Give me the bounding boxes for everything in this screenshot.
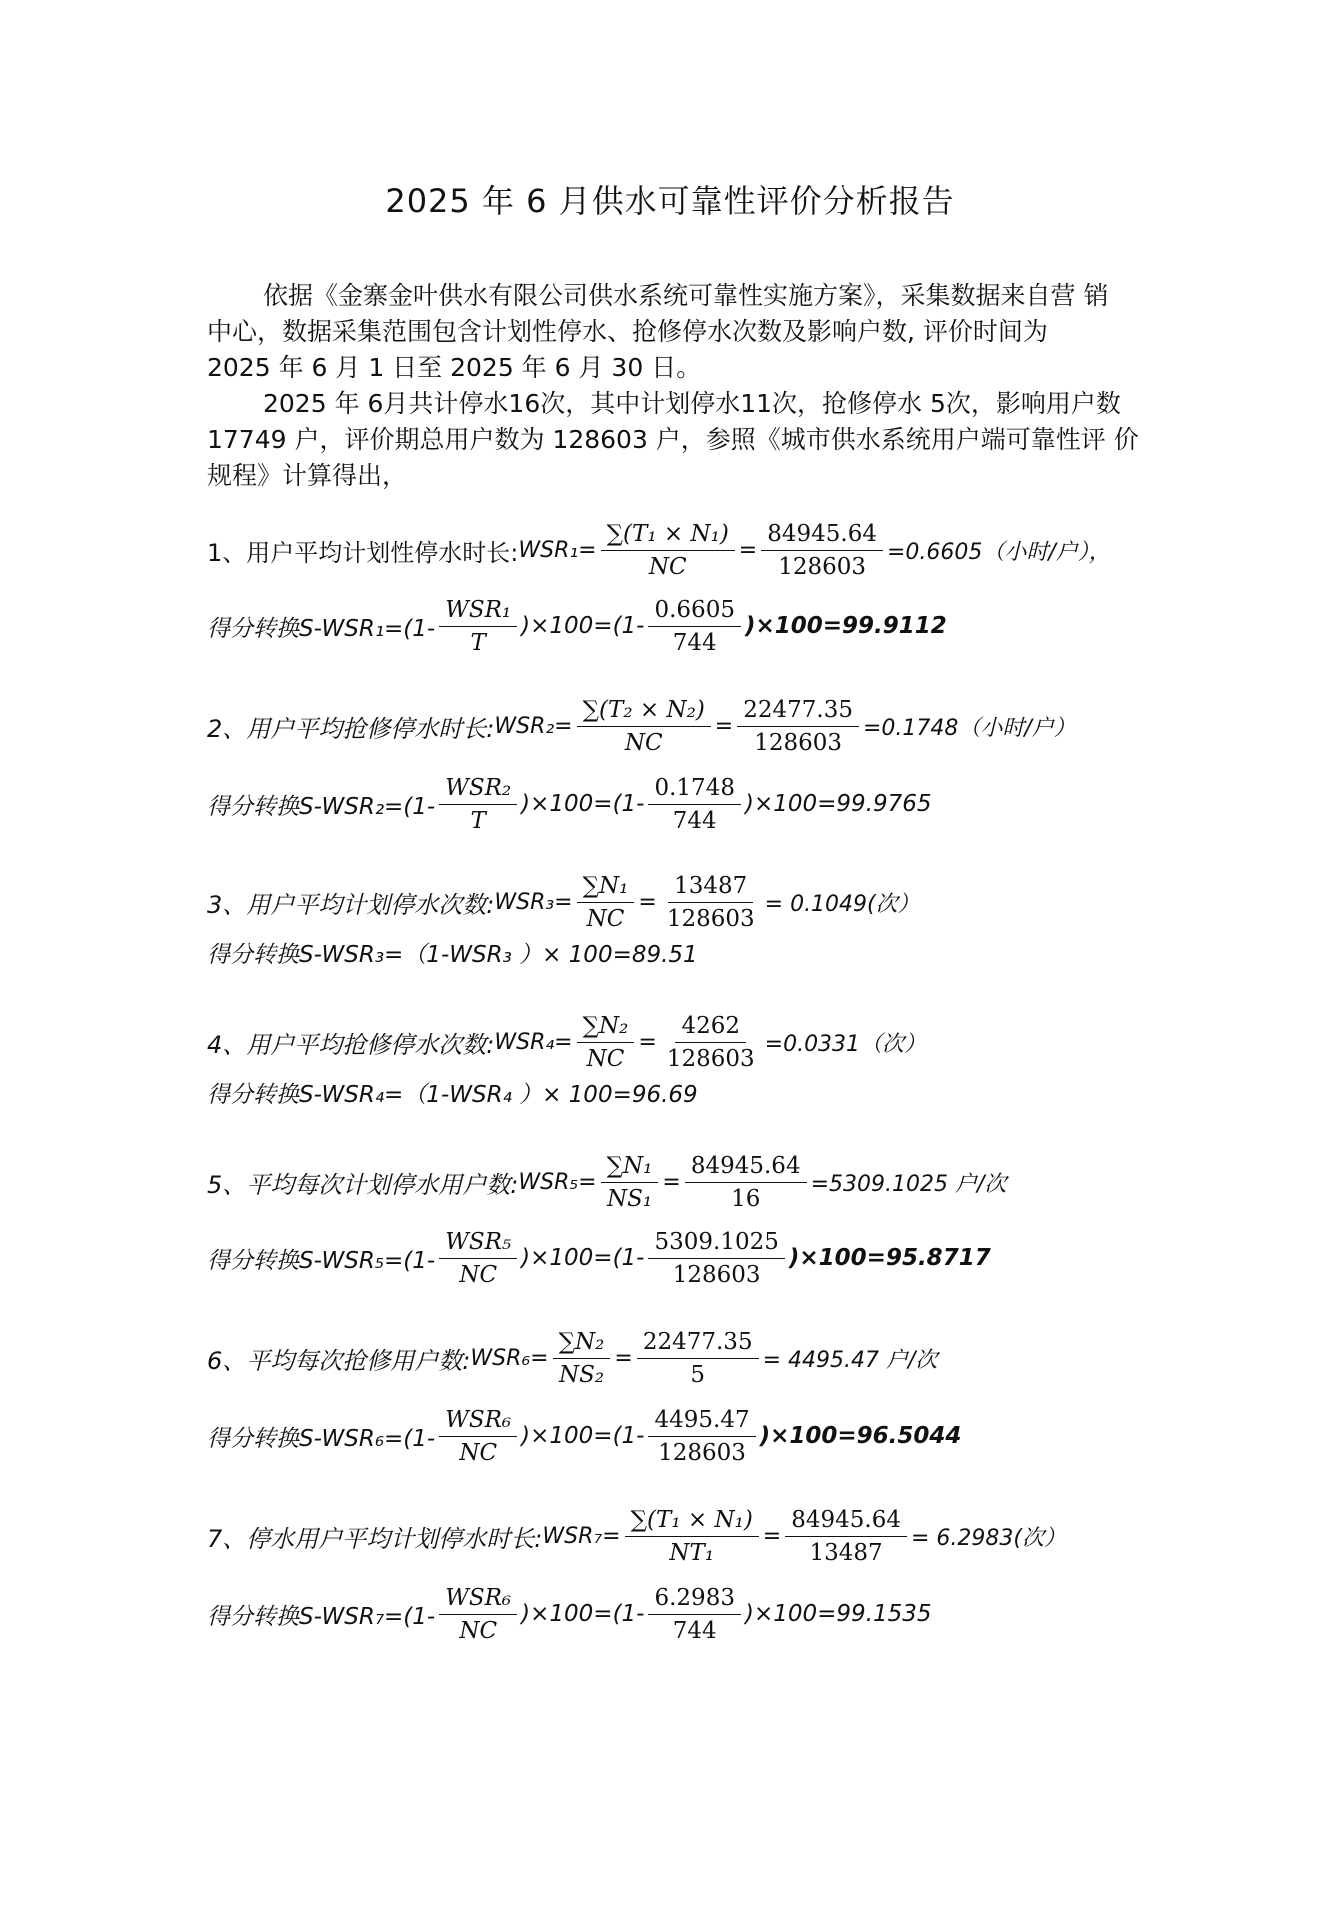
fraction-numerator: ∑N₁ <box>577 872 635 903</box>
formula-row-1 <box>207 510 1111 590</box>
score-fraction <box>648 1406 755 1467</box>
fraction-denominator: NC <box>624 729 663 756</box>
formula-fraction <box>761 520 883 581</box>
fraction-numerator: ∑N₁ <box>601 1152 659 1183</box>
score-fraction <box>439 1406 517 1467</box>
fraction-numerator: 5309.1025 <box>648 1228 784 1259</box>
score-fraction <box>648 1584 740 1645</box>
formula-lhs: WSR₃= <box>494 889 573 915</box>
formula-label: 5、平均每次计划停水用户数: <box>207 1170 519 1199</box>
fraction-numerator: 6.2983 <box>648 1584 740 1615</box>
formula-result: = 4495.47 户/次 <box>762 1347 938 1373</box>
score-fraction <box>648 1228 784 1289</box>
score-prefix: 得分转换S-WSR₅=(1- <box>207 1247 436 1274</box>
score-mid: )×100=(1- <box>521 1601 645 1627</box>
fraction-numerator: 22477.35 <box>737 696 859 727</box>
fraction-numerator: WSR₅ <box>439 1228 517 1259</box>
score-mid: )×100=(1- <box>521 613 645 639</box>
equals-sign: = <box>662 1169 681 1195</box>
formula-lhs: WSR₅= <box>518 1169 597 1195</box>
score-row-1 <box>207 586 947 666</box>
text-line: 规程》计算得出， <box>207 461 408 490</box>
formula-result: =0.6605（小时/户）， <box>886 539 1111 565</box>
formula-result: =0.1748（小时/户） <box>862 715 1076 741</box>
fraction-denominator: 128603 <box>666 1045 755 1072</box>
formula-result: =0.0331（次） <box>764 1031 927 1057</box>
fraction-numerator: 4495.47 <box>648 1406 755 1437</box>
fraction-numerator: ∑(T₂ × N₂) <box>577 696 711 727</box>
score-line: 得分转换S-WSR₃=（1-WSR₃ ）× 100=89.51 <box>207 941 698 968</box>
fraction-numerator: WSR₆ <box>439 1584 517 1615</box>
score-prefix: 得分转换S-WSR₇=(1- <box>207 1603 436 1630</box>
formula-result: = 0.1049(次） <box>764 891 920 917</box>
formula-fraction <box>601 520 735 581</box>
fraction-denominator: NC <box>459 1439 498 1466</box>
formula-fraction <box>577 696 711 757</box>
formula-lhs: WSR₁= <box>518 537 597 563</box>
text-line: 17749 户，评价期总用户数为 128603 户，参照《城市供水系统用户端可靠性评 价 <box>207 425 1139 454</box>
fraction-numerator: ∑(T₁ × N₁) <box>601 520 735 551</box>
score-row-7 <box>207 1574 932 1654</box>
formula-fraction <box>625 1506 759 1567</box>
fraction-denominator: 128603 <box>778 553 867 580</box>
score-result: )×100=95.8717 <box>788 1245 991 1271</box>
formula-lhs: WSR₇= <box>542 1523 621 1549</box>
formula-lhs: WSR₄= <box>494 1029 573 1055</box>
score-mid: )×100=(1- <box>521 1245 645 1271</box>
fraction-denominator: 128603 <box>672 1261 761 1288</box>
fraction-denominator: 128603 <box>658 1439 746 1466</box>
formula-row-6 <box>207 1318 937 1398</box>
formula-lhs: WSR₆= <box>470 1345 549 1371</box>
fraction-denominator: NC <box>648 553 687 580</box>
fraction-denominator: 128603 <box>666 905 755 932</box>
formula-label: 3、用户平均计划停水次数: <box>207 890 495 919</box>
score-row-5 <box>207 1218 991 1298</box>
fraction-numerator: WSR₂ <box>439 774 517 805</box>
formula-fraction <box>637 1328 759 1389</box>
text-line: 2025 年 6月共计停水16次，其中计划停水11次，抢修停水 5次，影响用户数 <box>263 389 1121 418</box>
fraction-numerator: ∑N₂ <box>577 1012 635 1043</box>
formula-fraction <box>685 1152 807 1213</box>
score-mid: )×100=(1- <box>521 1423 645 1449</box>
formula-label: 4、用户平均抢修停水次数: <box>207 1030 495 1059</box>
fraction-numerator: 0.6605 <box>648 596 740 627</box>
fraction-numerator: 0.1748 <box>648 774 740 805</box>
fraction-denominator: NT₁ <box>669 1539 715 1566</box>
score-fraction <box>439 1228 517 1289</box>
fraction-denominator: 744 <box>672 629 717 656</box>
fraction-numerator: ∑N₂ <box>553 1328 611 1359</box>
text-line: 依据《金寨金叶供水有限公司供水系统可靠性实施方案》，采集数据来自营 销 <box>263 281 1109 310</box>
fraction-denominator: T <box>470 807 486 834</box>
formula-label: 1、用户平均计划性停水时长: <box>207 538 519 567</box>
score-result: )×100=99.9765 <box>744 791 932 817</box>
report-title: 2025 年 6 月供水可靠性评价分析报告 <box>385 182 955 220</box>
fraction-denominator: 744 <box>672 1617 717 1644</box>
fraction-denominator: NS₂ <box>558 1361 605 1388</box>
fraction-numerator: WSR₆ <box>439 1406 517 1437</box>
fraction-denominator: 744 <box>672 807 717 834</box>
fraction-denominator: 128603 <box>754 729 843 756</box>
intro-paragraph-1 <box>207 278 1141 386</box>
fraction-denominator: NC <box>586 905 625 932</box>
intro-paragraph-2 <box>207 386 1141 494</box>
fraction-numerator: ∑(T₁ × N₁) <box>625 1506 759 1537</box>
fraction-denominator: NC <box>459 1261 498 1288</box>
formula-fraction <box>785 1506 907 1567</box>
equals-sign: = <box>614 1345 633 1371</box>
score-fraction <box>439 774 517 835</box>
score-row-2 <box>207 764 932 844</box>
formula-fraction <box>737 696 859 757</box>
formula-fraction <box>553 1328 611 1389</box>
fraction-denominator: T <box>470 629 486 656</box>
score-fraction <box>439 1584 517 1645</box>
score-result: )×100=99.9112 <box>744 613 947 639</box>
fraction-numerator: 22477.35 <box>637 1328 759 1359</box>
formula-label: 2、用户平均抢修停水时长: <box>207 714 495 743</box>
equals-sign: = <box>762 1523 782 1549</box>
text-line: 中心，数据采集范围包含计划性停水、抢修停水次数及影响户数, 评价时间为 <box>207 317 1048 346</box>
fraction-numerator: 4262 <box>675 1012 746 1043</box>
score-fraction <box>648 774 740 835</box>
fraction-numerator: 84945.64 <box>685 1152 807 1183</box>
fraction-denominator: NC <box>459 1617 498 1644</box>
score-fraction <box>439 596 517 657</box>
score-row-6 <box>207 1396 961 1476</box>
formula-result: = 6.2983(次） <box>910 1525 1066 1551</box>
fraction-denominator: NS₁ <box>606 1185 653 1212</box>
equals-sign: = <box>638 889 657 915</box>
score-result: )×100=99.1535 <box>744 1601 932 1627</box>
score-result: )×100=96.5044 <box>759 1423 962 1449</box>
formula-row-7 <box>207 1496 1066 1576</box>
formula-row-2 <box>207 686 1076 766</box>
fraction-denominator: NC <box>586 1045 625 1072</box>
text-line: 2025 年 6 月 1 日至 2025 年 6 月 30 日。 <box>207 353 702 382</box>
equals-sign: = <box>738 537 758 563</box>
score-prefix: 得分转换S-WSR₆=(1- <box>207 1425 436 1452</box>
formula-row-5 <box>207 1142 1006 1222</box>
fraction-denominator: 5 <box>690 1361 706 1388</box>
equals-sign: = <box>714 713 734 739</box>
formula-result: =5309.1025 户/次 <box>810 1171 1007 1197</box>
fraction-denominator: 13487 <box>809 1539 883 1566</box>
fraction-denominator: 16 <box>731 1185 761 1212</box>
score-fraction <box>648 596 740 657</box>
score-mid: )×100=(1- <box>521 791 645 817</box>
score-row-4 <box>207 1062 698 1122</box>
formula-lhs: WSR₂= <box>494 713 573 739</box>
fraction-numerator: WSR₁ <box>439 596 517 627</box>
score-line: 得分转换S-WSR₄=（1-WSR₄ ）× 100=96.69 <box>207 1081 698 1108</box>
formula-label: 7、停水用户平均计划停水时长: <box>207 1524 543 1553</box>
fraction-numerator: 84945.64 <box>785 1506 907 1537</box>
equals-sign: = <box>638 1029 657 1055</box>
score-prefix: 得分转换S-WSR₂=(1- <box>207 793 436 820</box>
score-row-3 <box>207 922 698 982</box>
fraction-numerator: 13487 <box>668 872 753 903</box>
formula-label: 6、平均每次抢修用户数: <box>207 1346 471 1375</box>
formula-fraction <box>601 1152 659 1213</box>
fraction-numerator: 84945.64 <box>761 520 883 551</box>
score-prefix: 得分转换S-WSR₁=(1- <box>207 615 436 642</box>
